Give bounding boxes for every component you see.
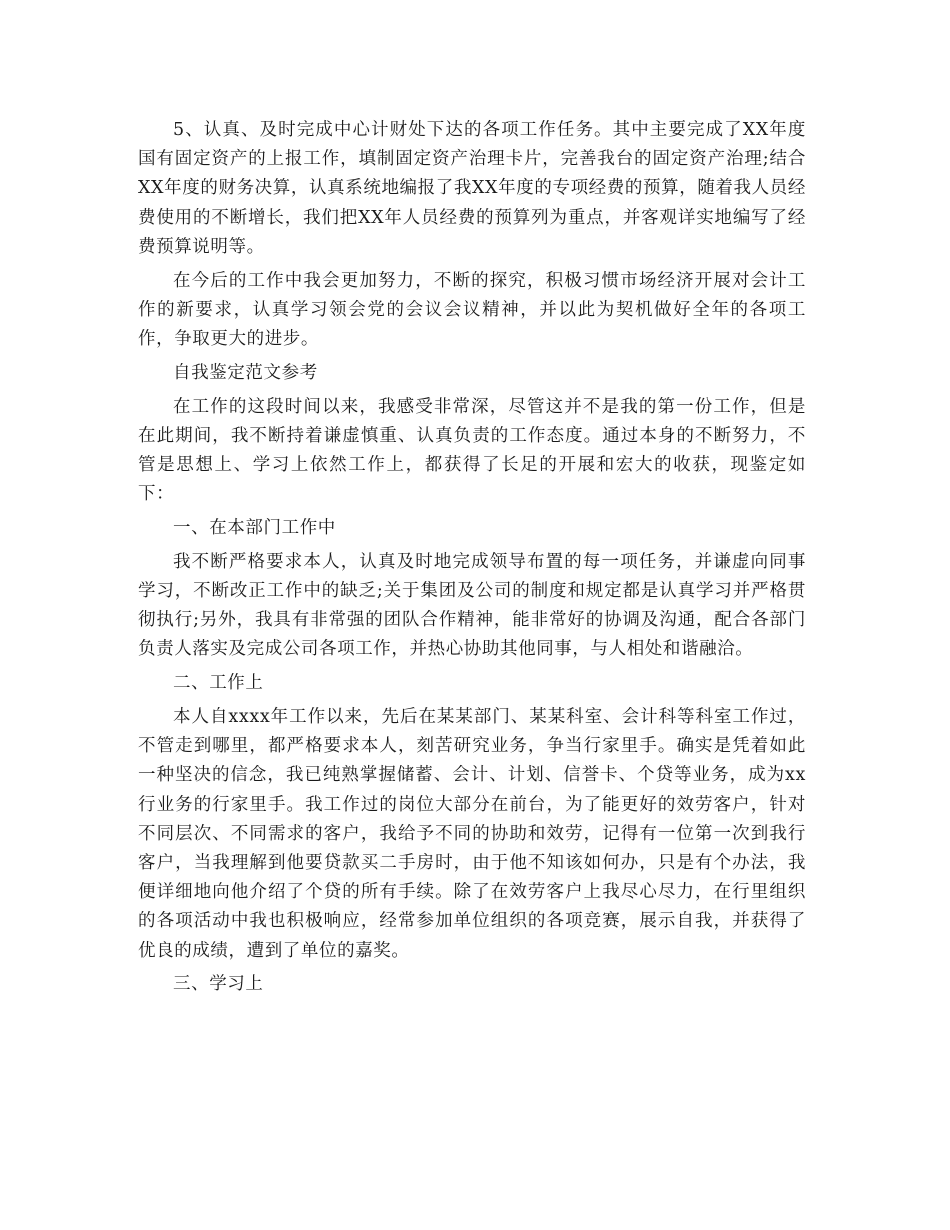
document-page	[138, 116, 806, 1004]
section-heading-study: 三、学习上	[173, 974, 264, 995]
paragraph-work-experience: 本人自xxxx年工作以来，先后在某某部门、某某科室、会计科等科室工作过，不管走到哪里，都严格要求本人，刻苦研究业务，争当行家里手。确实是凭着如此一种坚决的信念，我已纯熟掌握储蓄、会计、计划、信誉卡、个贷等业务，成为xx行业务的行家里手。我工作过的岗位大部分在前台，为了能更好的效劳客户，针对不同层次、不同需求的客户，我给予不同的协助和效劳，记得有一位第一次到我行客户，当我理解到他要贷款买二手房时，由于他不知该如何办，只是有个办法，我便详细地向他介绍了个贷的所有手续。除了在效劳客户上我尽心尽力，在行里组织的各项活动中我也积极响应，经常参加单位组织的各项竞赛，展示自我，并获得了优良的成绩，遭到了单位的嘉奖。	[138, 707, 806, 961]
paragraph-department-work: 我不断严格要求本人，认真及时地完成领导布置的每一项任务，并谦虚向同事学习，不断改正工作中的缺乏;关于集团及公司的制度和规定都是认真学习并严格贯彻执行;另外，我具有非常强的团队合作精神，能非常好的协调及沟通，配合各部门负责人落实及完成公司各项工作，并热心协助其他同事，与人相处和谐融洽。	[138, 551, 806, 660]
paragraph-task-completion: 5、认真、及时完成中心计财处下达的各项工作任务。其中主要完成了XX年度国有固定资产的上报工作，填制固定资产治理卡片，完善我台的固定资产治理;结合XX年度的财务决算，认真系统地编报了我XX年度的专项经费的预算，随着我人员经费使用的不断增长，我们把XX年人员经费的预算列为重点，并客观详实地编写了经费预算说明等。	[138, 120, 806, 257]
section-heading-department-work: 一、在本部门工作中	[173, 518, 336, 539]
section-title-self-appraisal: 自我鉴定范文参考	[173, 362, 318, 383]
paragraph-appraisal-intro: 在工作的这段时间以来，我感受非常深，尽管这并不是我的第一份工作，但是在此期间，我不断持着谦虚慎重、认真负责的工作态度。通过本身的不断努力，不管是思想上、学习上依然工作上，都获得了长足的开展和宏大的收获，现鉴定如下：	[138, 396, 806, 505]
section-heading-work: 二、工作上	[173, 673, 264, 694]
paragraph-future-plans: 在今后的工作中我会更加努力，不断的探究，积极习惯市场经济开展对会计工作的新要求，认真学习领会党的会议会议精神，并以此为契机做好全年的各项工作，争取更大的进步。	[138, 270, 806, 350]
